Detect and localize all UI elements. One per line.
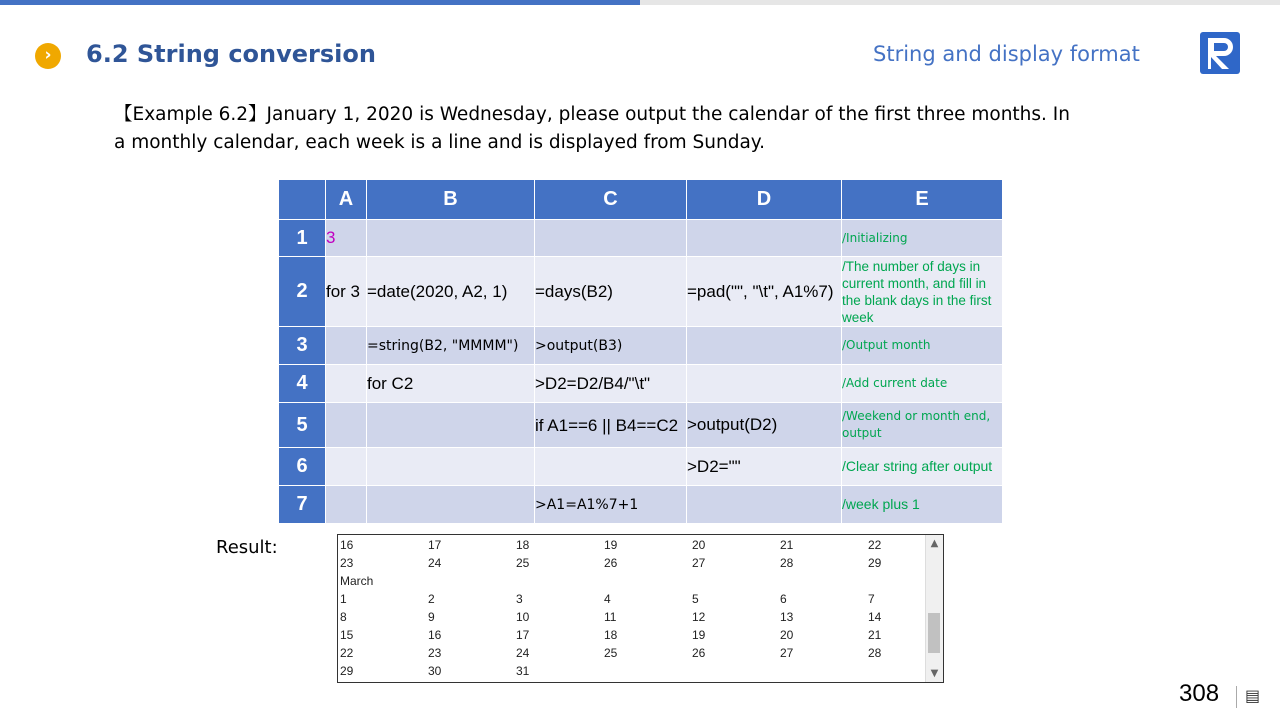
result-value: 11	[604, 610, 617, 624]
result-value: 9	[428, 610, 435, 624]
cell-a7[interactable]	[326, 486, 367, 524]
cell-d1[interactable]	[687, 220, 842, 257]
column-header: D	[687, 180, 842, 220]
cell-c5[interactable]: if A1==6 || B4==C2	[535, 403, 687, 448]
cell-a3[interactable]	[326, 327, 367, 365]
cell-c6[interactable]	[535, 448, 687, 486]
result-value: 16	[428, 628, 442, 642]
cell-e1[interactable]: /Initializing	[842, 220, 1003, 257]
grid-row	[279, 486, 1003, 524]
cell-e6[interactable]: /Clear string after output	[842, 448, 1003, 486]
cell-d7[interactable]	[687, 486, 842, 524]
cell-c7[interactable]: >A1=A1%7+1	[535, 486, 687, 524]
result-value: 28	[780, 556, 794, 570]
result-value: 27	[780, 646, 794, 660]
grid-row	[279, 220, 1003, 257]
result-value: 29	[340, 664, 354, 678]
chevron-right-icon: ›	[35, 43, 61, 69]
result-value: 22	[340, 646, 354, 660]
result-value: 23	[340, 556, 354, 570]
result-value: 18	[516, 538, 530, 552]
row-header: 2	[279, 257, 326, 327]
result-line	[340, 646, 928, 664]
column-header: B	[367, 180, 535, 220]
result-value: 21	[780, 538, 794, 552]
result-line	[340, 592, 928, 610]
cell-a6[interactable]	[326, 448, 367, 486]
result-value: 3	[516, 592, 523, 606]
column-header: A	[326, 180, 367, 220]
grid-row	[279, 448, 1003, 486]
cell-c1[interactable]	[535, 220, 687, 257]
column-header: E	[842, 180, 1003, 220]
row-header: 4	[279, 365, 326, 403]
result-value: 28	[868, 646, 882, 660]
result-value: 8	[340, 610, 347, 624]
result-value: March	[340, 574, 374, 588]
result-value: 25	[604, 646, 618, 660]
cell-a5[interactable]	[326, 403, 367, 448]
result-line	[340, 556, 928, 574]
result-value: 25	[516, 556, 530, 570]
result-value: 24	[428, 556, 442, 570]
result-value: 26	[604, 556, 618, 570]
section-title: String and display format	[873, 42, 1140, 66]
result-value: 26	[692, 646, 706, 660]
scrollbar-thumb[interactable]	[928, 613, 940, 653]
cell-e4[interactable]: /Add current date	[842, 365, 1003, 403]
result-value: 1	[340, 592, 347, 606]
page-number: 308	[1179, 680, 1220, 707]
row-header: 6	[279, 448, 326, 486]
result-value: 2	[428, 592, 435, 606]
scroll-up-icon[interactable]: ▲	[930, 538, 939, 549]
grid-row	[279, 327, 1003, 365]
cell-b1[interactable]	[367, 220, 535, 257]
row-header: 1	[279, 220, 326, 257]
result-line	[340, 628, 928, 646]
cell-b3[interactable]: =string(B2, "MMMM")	[367, 327, 535, 365]
result-output-panel[interactable]	[337, 534, 944, 683]
result-value: 23	[428, 646, 442, 660]
result-value: 16	[340, 538, 354, 552]
cell-b5[interactable]	[367, 403, 535, 448]
row-header: 7	[279, 486, 326, 524]
grid-row	[279, 403, 1003, 448]
result-value: 19	[604, 538, 618, 552]
cell-b4[interactable]: for C2	[367, 365, 535, 403]
result-value: 27	[692, 556, 706, 570]
cell-d2[interactable]: =pad("", "\t", A1%7)	[687, 257, 842, 327]
cell-a4[interactable]	[326, 365, 367, 403]
page-title: 6.2 String conversion	[86, 40, 376, 68]
cell-c3[interactable]: >output(B3)	[535, 327, 687, 365]
result-value: 6	[780, 592, 787, 606]
result-line	[340, 538, 928, 556]
result-value: 14	[868, 610, 882, 624]
cell-c4[interactable]: >D2=D2/B4/"\t"	[535, 365, 687, 403]
result-value: 17	[516, 628, 530, 642]
result-value: 5	[692, 592, 699, 606]
result-value: 18	[604, 628, 618, 642]
result-value: 10	[516, 610, 530, 624]
result-value: 29	[868, 556, 882, 570]
column-header: C	[535, 180, 687, 220]
top-accent-bar	[0, 0, 640, 5]
cell-e5[interactable]: /Weekend or month end, output	[842, 403, 1003, 448]
example-description: 【Example 6.2】January 1, 2020 is Wednesday, please output the calendar of the first three months. In a monthly calendar, each week is a line and is displayed from Sunday.	[114, 104, 1070, 153]
grid-row	[279, 365, 1003, 403]
result-value: 30	[428, 664, 442, 678]
result-value: 22	[868, 538, 882, 552]
cell-a2[interactable]: for 3	[326, 257, 367, 327]
logo-icon	[1200, 32, 1240, 74]
result-value: 13	[780, 610, 794, 624]
result-value: 7	[868, 592, 875, 606]
corner-cell	[279, 180, 326, 220]
cell-b6[interactable]	[367, 448, 535, 486]
esproc-grid	[278, 179, 1003, 524]
cell-e7[interactable]: /week plus 1	[842, 486, 1003, 524]
result-value: 15	[340, 628, 354, 642]
grid-row	[279, 257, 1003, 327]
cell-d6[interactable]: >D2=""	[687, 448, 842, 486]
cell-c2[interactable]: =days(B2)	[535, 257, 687, 327]
result-value: 19	[692, 628, 706, 642]
scroll-down-icon[interactable]: ▼	[930, 668, 939, 679]
divider	[1236, 686, 1237, 708]
result-value: 17	[428, 538, 442, 552]
row-header: 5	[279, 403, 326, 448]
result-label: Result:	[216, 537, 278, 558]
notes-icon[interactable]: ▤	[1245, 686, 1261, 705]
cell-e2[interactable]: /The number of days in current month, and fill in the blank days in the first week	[842, 257, 1003, 327]
result-value: 24	[516, 646, 530, 660]
result-value: 12	[692, 610, 706, 624]
result-lines	[340, 538, 928, 682]
row-header: 3	[279, 327, 326, 365]
result-line	[340, 574, 928, 592]
result-value: 21	[868, 628, 882, 642]
result-line	[340, 610, 928, 628]
cell-b7[interactable]	[367, 486, 535, 524]
cell-d3[interactable]	[687, 327, 842, 365]
cell-e3[interactable]: /Output month	[842, 327, 1003, 365]
cell-d5[interactable]: >output(D2)	[687, 403, 842, 448]
cell-a1[interactable]: 3	[326, 220, 367, 257]
result-value: 20	[692, 538, 706, 552]
result-value: 31	[516, 664, 530, 678]
result-line	[340, 664, 928, 682]
vertical-scrollbar[interactable]	[925, 535, 943, 682]
cell-b2[interactable]: =date(2020, A2, 1)	[367, 257, 535, 327]
cell-d4[interactable]	[687, 365, 842, 403]
result-value: 4	[604, 592, 611, 606]
top-gray-bar	[640, 0, 1280, 5]
result-value: 20	[780, 628, 794, 642]
